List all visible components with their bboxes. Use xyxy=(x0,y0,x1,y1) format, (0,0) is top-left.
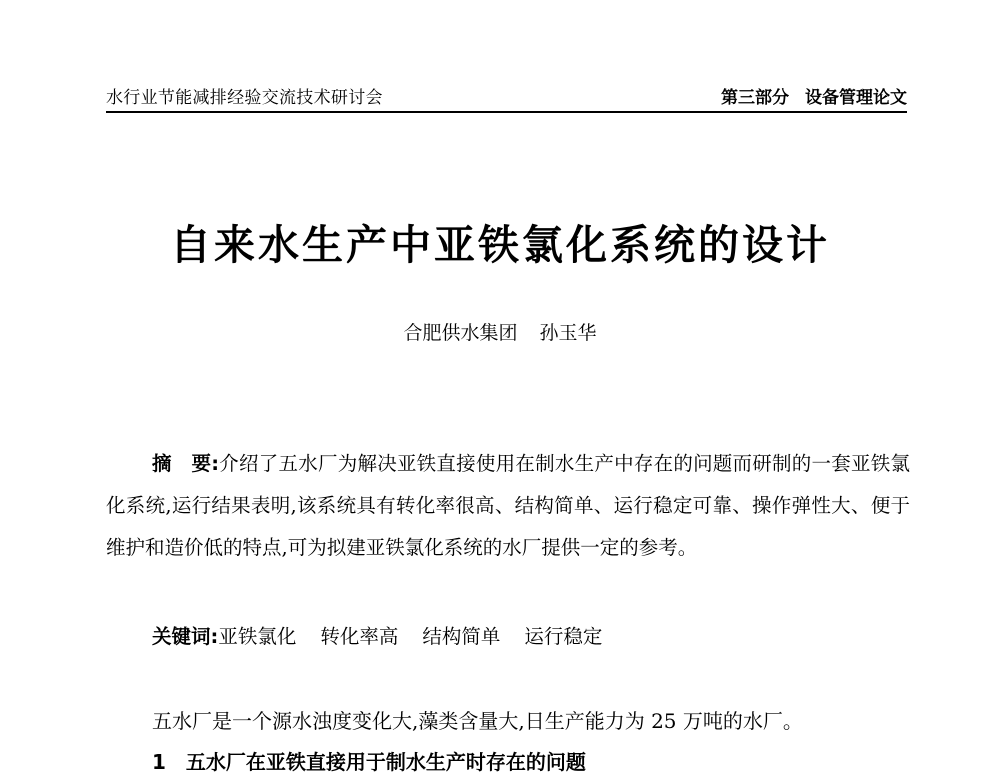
running-header xyxy=(106,85,907,113)
keywords-label: 关键词: xyxy=(152,625,219,648)
section-title: 设备管理论文 xyxy=(805,88,907,108)
author-organization: 合肥供水集团 xyxy=(403,322,518,344)
author-name: 孙玉华 xyxy=(539,322,597,344)
conference-name: 水行业节能减排经验交流技术研讨会 xyxy=(106,88,383,108)
keyword: 亚铁氯化 xyxy=(218,625,297,648)
section-heading-partial: 1 五水厂在亚铁直接用于制水生产时存在的问题 xyxy=(152,750,586,774)
body-paragraph: 五水厂是一个源水浊度变化大,藻类含量大,日生产能力为 25 万吨的水厂。 xyxy=(152,709,803,733)
abstract xyxy=(106,443,910,569)
keywords xyxy=(152,621,626,649)
section-part: 第三部分 xyxy=(721,88,789,108)
keyword: 运行稳定 xyxy=(524,625,603,648)
section-label xyxy=(721,83,907,108)
paper-title: 自来水生产中亚铁氯化系统的设计 xyxy=(170,221,830,269)
keyword: 转化率高 xyxy=(320,625,399,648)
abstract-text: 介绍了五水厂为解决亚铁直接使用在制水生产中存在的问题而研制的一套亚铁氯化系统,运行结果表明,该系统具有转化率很高、结构简单、运行稳定可靠、操作弹性大、便于维护和造价低的特点,可为拟建亚铁氯化系统的水厂提供一定的参考。 xyxy=(106,452,910,559)
keyword: 结构简单 xyxy=(422,625,501,648)
abstract-label: 摘 要: xyxy=(152,452,220,475)
author-line xyxy=(0,318,1000,345)
